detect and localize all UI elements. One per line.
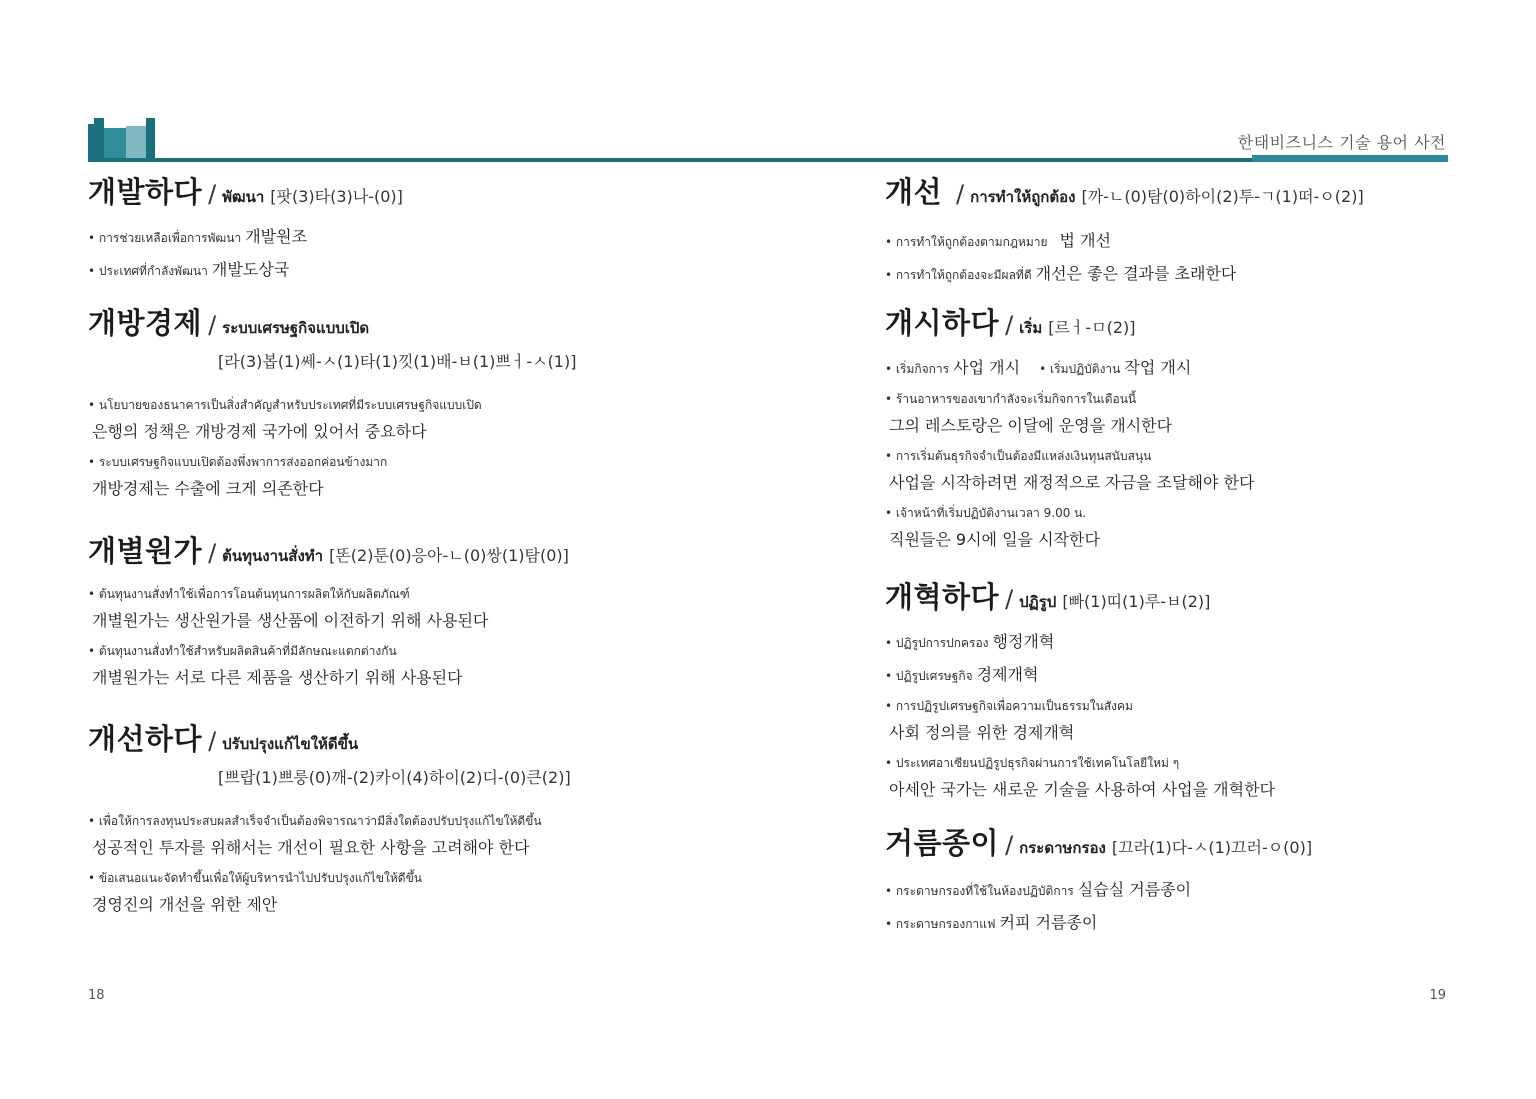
entry-gaebyeolwonga: 개별원가 / ต้นทุนงานสั่งทำ [똔(2)툰(0)응아-ㄴ(0)쌍(1)탐(0)] • ต้นทุนงานสั่งทำใช้เพื่อการโอนต้นทุนการผลิตให้กับผลิตภัณฑ์ 개별원가는 생산원가를 생산품에 이전하기 위해 사용된다 • ต้นทุนงานสั่งทำใช้สำหรับผลิตสินค้าที่มีลักษณะแตกต่างกัน 개별원가는 서로 다른 제품을 생산하기 위해 사용된다 [88, 534, 728, 697]
example-item: • ร้านอาหารของเขากำลังจะเริ่มกิจการในเดือนนี้ 그의 레스토랑은 이달에 운영을 개시한다 [885, 388, 1525, 436]
example-item: • ประเทศอาเซียนปฏิรูปธุรกิจผ่านการใช้เทคโนโลยีใหม่ ๆ 아세안 국가는 새로운 기술을 사용하여 사업을 개혁한다 [885, 752, 1525, 800]
entry-term: 개방경제 [88, 306, 203, 340]
entry-gaehyeokhada: 개혁하다 / ปฏิรูป [빠(1)띠(1)루-ㅂ(2)] • ปฏิรูปการปกครอง 행정개혁 • ปฏิรูปเศรษฐกิจ 경제개혁 • การปฏิรูปเศรษฐกิจเพื่อความเป็นธรรมในสังคม 사회 정의를 위한 경제개혁 • ประเทศอาเซียนปฏิรูปธุรกิจผ่านการใช้เทคโนโลยีใหม่ ๆ 아세안 국가는 새로운 기술을 사용하여 사업을 개혁한다 [885, 580, 1525, 809]
header-rule-tab [1252, 155, 1448, 162]
example-item: • เริ่มกิจการ 사업 개시 • เริ่มปฏิบัติงาน 작업 개시 [885, 355, 1525, 379]
entry-georeumjongi: 거름종이 / กระดาษกรอง [끄라(1)다-ㅅ(1)끄러-ㅇ(0)] • กระดาษกรองที่ใช้ในห้องปฏิบัติการ 실습실 거름종이 • กระดาษกรองกาแฟ 커피 거름종이 [885, 826, 1525, 943]
entry-thai: การทำให้ถูกต้อง [970, 188, 1076, 206]
entry-pronunciation: [똔(2)툰(0)응아-ㄴ(0)쌍(1)탐(0)] [329, 546, 569, 565]
example-item: • ต้นทุนงานสั่งทำใช้สำหรับผลิตสินค้าที่มีลักษณะแตกต่างกัน 개별원가는 서로 다른 제품을 생산하기 위해 사용된다 [88, 640, 728, 688]
header-rule [88, 158, 1448, 162]
example-item: • เพื่อให้การลงทุนประสบผลสำเร็จจำเป็นต้องพิจารณาว่ามีสิ่งใดต้องปรับปรุงแก้ไขให้ดีขึ้น 성공적인 투자를 위해서는 개선이 필요한 사항을 고려해야 한다 [88, 810, 728, 858]
entry-term: 개발하다 [88, 175, 203, 209]
example-item: • ระบบเศรษฐกิจแบบเปิดต้องพึ่งพาการส่งออกค่อนข้างมาก 개방경제는 수출에 크게 의존한다 [88, 451, 728, 499]
example-item: • ต้นทุนงานสั่งทำใช้เพื่อการโอนต้นทุนการผลิตให้กับผลิตภัณฑ์ 개별원가는 생산원가를 생산품에 이전하기 위해 사용된다 [88, 583, 728, 631]
example-item: • การทำให้ถูกต้องตามกฎหมาย 법 개선 [885, 228, 1525, 252]
example-item: • นโยบายของธนาคารเป็นสิ่งสำคัญสำหรับประเทศที่มีระบบเศรษฐกิจแบบเปิด 은행의 정책은 개방경제 국가에 있어서 중요하다 [88, 394, 728, 442]
page-number-right: 19 [1429, 988, 1446, 1003]
entry-pronunciation: [빠(1)띠(1)루-ㅂ(2)] [1062, 592, 1211, 611]
dictionary-title: 한태비즈니스 기술 용어 사전 [1237, 133, 1446, 152]
example-item: • การช่วยเหลือเพื่อการพัฒนา 개발원조 [88, 224, 728, 248]
entry-pronunciation: [르ㅓ-ㅁ(2)] [1048, 318, 1136, 337]
example-item: • การเริ่มต้นธุรกิจจำเป็นต้องมีแหล่งเงินทุนสนับสนุน 사업을 시작하려면 재정적으로 자금을 조달해야 한다 [885, 445, 1525, 493]
entry-pronunciation: [까-ㄴ(0)탐(0)하이(2)투-ㄱ(1)떠-ㅇ(2)] [1081, 187, 1364, 206]
book-logo-icon [88, 118, 160, 162]
example-item: • กระดาษกรองที่ใช้ในห้องปฏิบัติการ 실습실 거름종이 [885, 877, 1525, 901]
entry-term: 개별원가 [88, 534, 203, 568]
entry-gaesihada: 개시하다 / เริ่ม [르ㅓ-ㅁ(2)] • เริ่มกิจการ 사업 개시 • เริ่มปฏิบัติงาน 작업 개시 • ร้านอาหารของเขากำลังจะเริ่มกิจการในเดือนนี้ 그의 레스토랑은 이달에 운영을 개시한다 • การเริ่มต้นธุรกิจจำเป็นต้องมีแหล่งเงินทุนสนับสนุน 사업을 시작하려면 재정적으로 자금을 조달해야 한다 • เจ้าหน้าที่เริ่มปฏิบัติงานเวลา 9.00 น. 직원들은 9시에 일을 시작한다 [885, 306, 1525, 559]
entry-thai: พัฒนา [222, 188, 265, 206]
entry-pronunciation: [팟(3)타(3)나-(0)] [270, 187, 403, 206]
entry-thai: เริ่ม [1019, 319, 1043, 337]
entry-pronunciation: [쁘랍(1)쁘룽(0)깨-(2)카이(4)하이(2)디-(0)큰(2)] [218, 768, 571, 787]
example-item: • กระดาษกรองกาแฟ 커피 거름종이 [885, 910, 1525, 934]
entry-gaeseon: 개선 / การทำให้ถูกต้อง [까-ㄴ(0)탐(0)하이(2)투-ㄱ(1)떠-ㅇ(2)] • การทำให้ถูกต้องตามกฎหมาย 법 개선 • การทำให้ถูกต้องจะมีผลที่ดี 개선은 좋은 결과를 초래한다 [885, 175, 1525, 294]
entry-term: 거름종이 [885, 826, 1000, 860]
entry-pronunciation: [끄라(1)다-ㅅ(1)끄러-ㅇ(0)] [1111, 838, 1313, 857]
entry-gaeseonhada: 개선하다 / ปรับปรุงแก้ไขให้ดีขึ้น [쁘랍(1)쁘룽(0)깨-(2)카이(4)하이(2)디-(0)큰(2)] • เพื่อให้การลงทุนประสบผลสำเร็จจำเป็นต้องพิจารณาว่ามีสิ่งใดต้องปรับปรุงแก้ไขให้ดีขึ้น 성공적인 투자를 위해서는 개선이 필요한 사항을 고려해야 한다 • ข้อเสนอแนะจัดทำขึ้นเพื่อให้ผู้บริหารนำไปปรับปรุงแก้ไขให้ดีขึ้น 경영진의 개선을 위한 제안 [88, 722, 728, 924]
entry-thai: ระบบเศรษฐกิจแบบเปิด [222, 319, 370, 337]
entry-term: 개시하다 [885, 306, 1000, 340]
example-item: • ปฏิรูปเศรษฐกิจ 경제개혁 [885, 662, 1525, 686]
entry-pronunciation: [라(3)봅(1)쎄-ㅅ(1)타(1)낏(1)배-ㅂ(1)쁘ㅓ-ㅅ(1)] [218, 352, 577, 371]
entry-thai: ปรับปรุงแก้ไขให้ดีขึ้น [222, 735, 359, 753]
example-item: • ปฏิรูปการปกครอง 행정개혁 [885, 629, 1525, 653]
entry-gaebalhada: 개발하다 / พัฒนา [팟(3)타(3)나-(0)] • การช่วยเหลือเพื่อการพัฒนา 개발원조 • ประเทศที่กำลังพัฒนา 개발도상국 [88, 175, 728, 290]
example-item: • ข้อเสนอแนะจัดทำขึ้นเพื่อให้ผู้บริหารนำไปปรับปรุงแก้ไขให้ดีขึ้น 경영진의 개선을 위한 제안 [88, 867, 728, 915]
example-item: • การทำให้ถูกต้องจะมีผลที่ดี 개선은 좋은 결과를 초래한다 [885, 261, 1525, 285]
example-item: • ประเทศที่กำลังพัฒนา 개발도상국 [88, 257, 728, 281]
entry-term: 개혁하다 [885, 580, 1000, 614]
entry-thai: กระดาษกรอง [1019, 839, 1106, 857]
example-item: • การปฏิรูปเศรษฐกิจเพื่อความเป็นธรรมในสังคม 사회 정의를 위한 경제개혁 [885, 695, 1525, 743]
example-item: • เจ้าหน้าที่เริ่มปฏิบัติงานเวลา 9.00 น. 직원들은 9시에 일을 시작한다 [885, 502, 1525, 550]
entry-thai: ปฏิรูป [1019, 593, 1057, 611]
entry-gaebanggyeongje: 개방경제 / ระบบเศรษฐกิจแบบเปิด [라(3)봅(1)쎄-ㅅ(1)타(1)낏(1)배-ㅂ(1)쁘ㅓ-ㅅ(1)] • นโยบายของธนาคารเป็นสิ่งสำคัญสำหรับประเทศที่มีระบบเศรษฐกิจแบบเปิด 은행의 정책은 개방경제 국가에 있어서 중요하다 • ระบบเศรษฐกิจแบบเปิดต้องพึ่งพาการส่งออกค่อนข้างมาก 개방경제는 수출에 크게 의존한다 [88, 306, 728, 508]
entry-term: 개선하다 [88, 722, 203, 756]
page-number-left: 18 [88, 988, 105, 1003]
entry-term: 개선 [885, 175, 943, 209]
entry-thai: ต้นทุนงานสั่งทำ [222, 547, 324, 565]
